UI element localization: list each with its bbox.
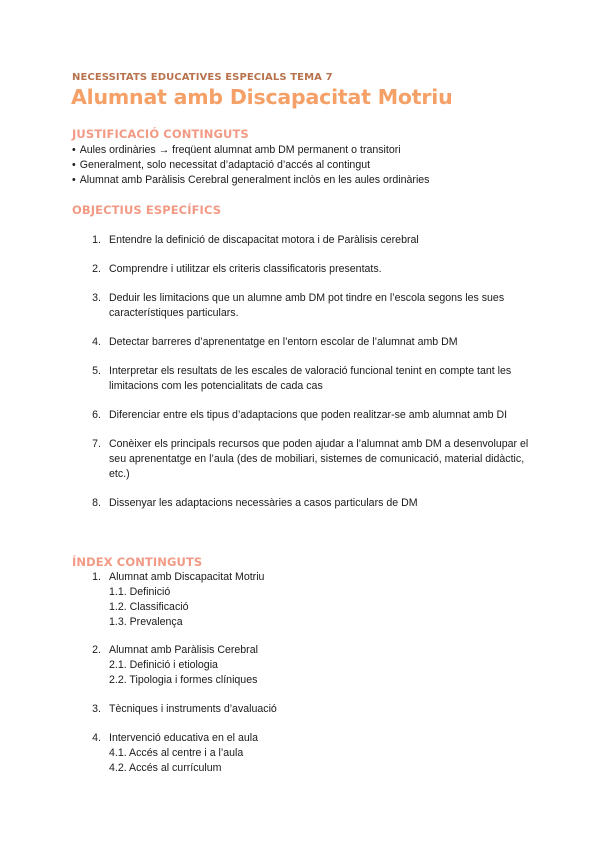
objective-text: Comprendre i utilitzar els criteris classificatoris presentats. xyxy=(109,263,382,275)
objective-text: Diferenciar entre els tipus d’adaptacions que poden realitzar-se amb alumnat amb DI xyxy=(109,409,508,421)
index-number: 2. xyxy=(92,644,101,656)
objective-number: 1. xyxy=(92,234,101,246)
objective-number: 2. xyxy=(92,263,101,275)
objective-text: Conèixer els principals recursos que poden ajudar a l’alumnat amb DM a desenvolupar el seu aprenentatge en l’aula (des de mobiliari, sistemes de comunicació, material didàctic, etc.) xyxy=(109,438,529,480)
justificacio-heading: JUSTIFICACIÓ CONTINGUTS xyxy=(72,127,249,141)
page-title: Alumnat amb Discapacitat Motriu xyxy=(71,85,453,109)
objective-text: Interpretar els resultats de les escales de valoració funcional tenint en compte tant les limitacions com les potencialitats de cada cas xyxy=(109,365,512,392)
objective-text: Deduir les limitacions que un alumne amb DM pot tindre en l’escola segons les sues característiques particulars. xyxy=(109,292,505,319)
index-subitem: 1.3. Prevalença xyxy=(109,616,183,628)
index-subitem: 4.1. Accés al centre i a l’aula xyxy=(109,747,244,759)
subject-kicker: NECESSITATS EDUCATIVES ESPECIALS TEMA 7 xyxy=(72,72,333,83)
index-text: Tècniques i instruments d’avaluació xyxy=(109,703,277,715)
index-number: 4. xyxy=(92,732,101,744)
list-item: • Aules ordinàries → freqüent alumnat amb DM permanent o transitori xyxy=(72,143,429,158)
index-subitem: 2.1. Definició i etiologia xyxy=(109,659,218,671)
objective-number: 6. xyxy=(92,409,101,421)
index-subitem: 1.2. Classificació xyxy=(109,601,189,613)
list-item: • Alumnat amb Paràlisis Cerebral generalment inclòs en les aules ordinàries xyxy=(72,173,429,188)
index-heading: ÍNDEX CONTINGUTS xyxy=(72,555,203,569)
objective-number: 5. xyxy=(92,365,101,377)
objective-number: 8. xyxy=(92,497,101,509)
objective-text: Entendre la definició de discapacitat motora i de Paràlisis cerebral xyxy=(109,234,419,246)
index-number: 3. xyxy=(92,703,101,715)
index-text: Alumnat amb Discapacitat Motriu xyxy=(109,571,265,583)
objective-number: 4. xyxy=(92,336,101,348)
objective-text: Dissenyar les adaptacions necessàries a casos particulars de DM xyxy=(109,497,418,509)
objective-number: 7. xyxy=(92,438,101,450)
index-text: Intervenció educativa en el aula xyxy=(109,732,259,744)
justificacio-list xyxy=(72,143,429,188)
list-item: • Generalment, solo necessitat d’adaptació d’accés al contingut xyxy=(72,158,429,173)
index-subitem: 4.2. Accés al currículum xyxy=(109,762,222,774)
objective-number: 3. xyxy=(92,292,101,304)
index-text: Alumnat amb Paràlisis Cerebral xyxy=(109,644,258,656)
objectius-heading: OBJECTIUS ESPECÍFICS xyxy=(72,203,222,217)
objective-text: Detectar barreres d’aprenentatge en l’entorn escolar de l’alumnat amb DM xyxy=(109,336,458,348)
index-subitem: 1.1. Definició xyxy=(109,586,171,598)
index-number: 1. xyxy=(92,571,101,583)
index-subitem: 2.2. Tipologia i formes clíniques xyxy=(109,674,258,686)
